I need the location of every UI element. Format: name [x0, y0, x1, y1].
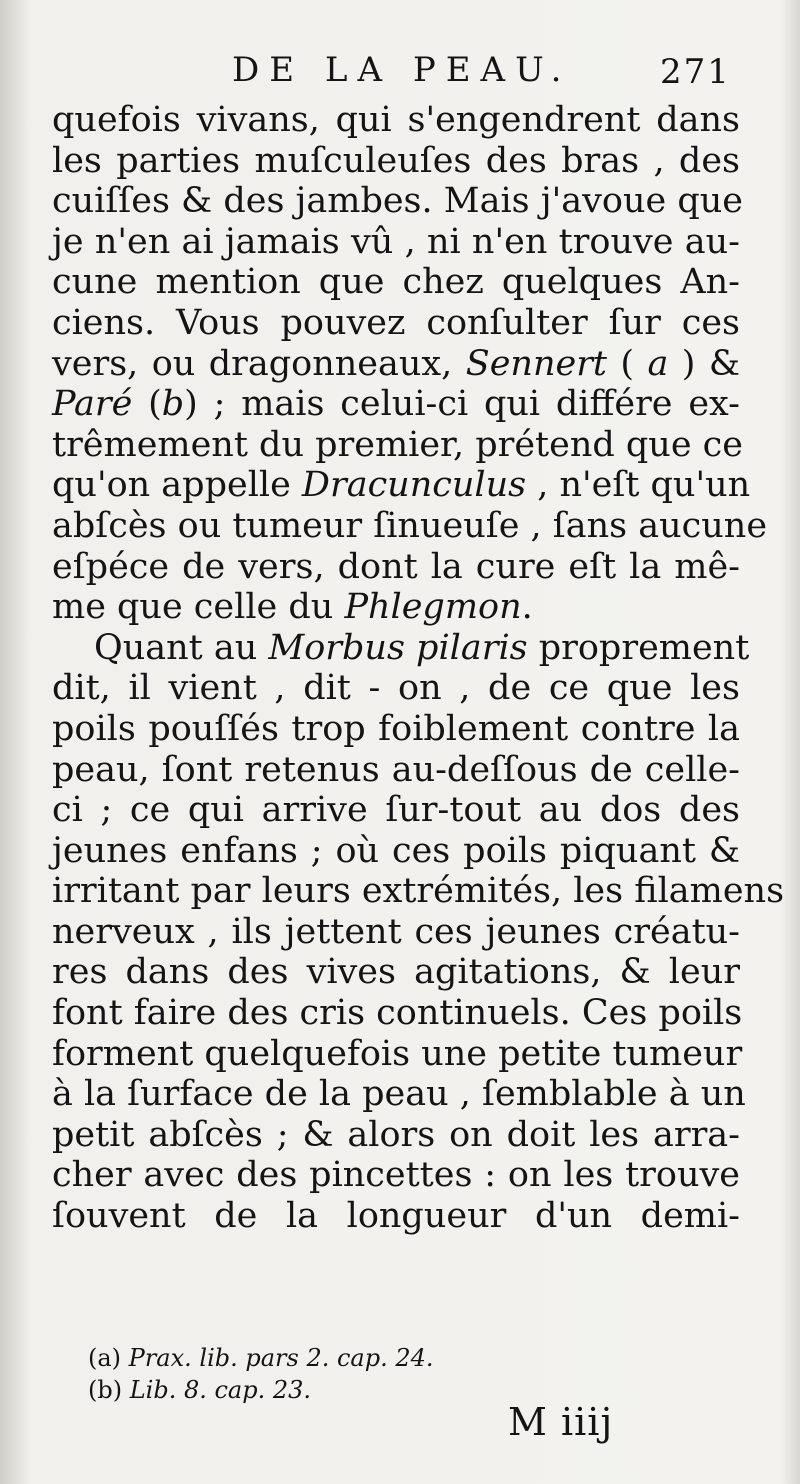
text-run: cher avec des pincettes : on les trouve [52, 1155, 740, 1196]
text-run: cune mention que chez quelques An- [52, 262, 740, 303]
text-run: les parties muſculeuſes des bras , des [52, 140, 740, 181]
text-line [52, 465, 751, 506]
text-run: nerveux , ils jettent ces jeunes créatu- [52, 911, 740, 952]
text-run: peau, ſont retenus au-deſſous de celle- [52, 749, 740, 790]
text-line [52, 993, 743, 1034]
text-run: ſouvent de la longueur d'un demi- [52, 1196, 740, 1237]
text-run: me que celle du [52, 587, 345, 628]
text-run: petit abſcès ; & alors on doit les arra- [52, 1114, 740, 1155]
text-run: , n'eſt qu'un [526, 465, 751, 506]
footnote-mark: (a) [88, 1344, 129, 1372]
text-line [52, 181, 743, 222]
italic-text: Phlegmon [344, 587, 522, 628]
text-line [52, 952, 740, 993]
text-line [52, 790, 740, 831]
text-run: proprement [527, 627, 750, 668]
text-run: forment quelquefois une petite tumeur [52, 1033, 743, 1074]
text-run: ci ; ce qui arrive ſur-tout au dos des [52, 790, 740, 831]
text-run: quefois vivans, qui s'engendrent dans [52, 100, 740, 140]
text-run: irritant par leurs extrémités, les filamens [52, 871, 785, 912]
text-line [52, 141, 740, 182]
text-run: qu'on appelle [52, 465, 302, 506]
text-run: font faire des cris continuels. Ces poils [52, 993, 743, 1034]
text-line [52, 344, 740, 385]
text-line [52, 627, 750, 669]
text-run: vers, ou dragonneaux, [52, 343, 466, 384]
text-line [52, 222, 740, 263]
text-run: ) ; mais celui-ci qui différe ex- [184, 384, 740, 425]
footnotes [88, 1342, 738, 1406]
footnote [88, 1342, 738, 1374]
text-run: Quant au [94, 627, 269, 668]
text-line [52, 1115, 740, 1156]
text-run: res dans des vives agitations, & leur [52, 952, 740, 993]
text-line [52, 303, 740, 344]
page-number: 271 [660, 52, 731, 92]
italic-text: a [647, 343, 669, 384]
text-run: je n'en ai jamais vû , ni n'en trouve au- [52, 221, 740, 262]
italic-text: b [161, 384, 185, 425]
footnote [88, 1374, 738, 1406]
text-line [52, 505, 768, 547]
text-line [52, 1033, 743, 1075]
footnote-mark: (b) [88, 1376, 130, 1404]
text-line [52, 547, 740, 588]
text-line [52, 587, 740, 628]
footnote-text: Lib. 8. cap. 23. [129, 1376, 312, 1404]
text-run: trêmement du premier, prétend que ce [52, 424, 743, 465]
text-run: eſpéce de vers, dont la cure eſt la mê- [52, 546, 740, 587]
running-head: DE LA PEAU. [232, 50, 572, 90]
body-text [52, 100, 785, 1237]
text-line [52, 668, 740, 709]
page-header [0, 50, 800, 100]
text-line [52, 709, 740, 750]
text-run: ( [132, 384, 162, 425]
signature-mark: M iiij [508, 1400, 614, 1444]
text-run: poils pouſſés trop foiblement contre la [52, 708, 740, 749]
text-run: jeunes enfans ; où ces poils piquant & [52, 830, 740, 871]
text-line [52, 262, 740, 303]
text-run: à la ſurface de la peau , ſemblable à un [52, 1074, 746, 1115]
text-run: ( [607, 343, 648, 384]
text-line [52, 1074, 746, 1115]
text-run: abſcès ou tumeur ſinueuſe , ſans aucune [52, 505, 768, 546]
text-line [52, 750, 740, 791]
footnote-text: Prax. lib. pars 2. cap. 24. [128, 1344, 434, 1372]
text-line [52, 384, 740, 425]
text-run: ciens. Vous pouvez conſulter ſur ces [52, 302, 740, 343]
text-line [52, 1155, 740, 1196]
text-run: dit, il vient , dit - on , de ce que les [52, 668, 740, 709]
text-line [52, 424, 743, 466]
italic-text: Dracunculus [301, 465, 527, 506]
italic-text: Morbus pilaris [268, 627, 528, 668]
text-run: ) & [668, 343, 741, 384]
text-line [52, 1196, 740, 1237]
italic-text: Sennert [465, 343, 608, 384]
italic-text: Paré [52, 384, 133, 425]
text-line [52, 871, 785, 912]
text-line [52, 912, 740, 953]
text-line [52, 100, 740, 141]
text-run: cuiſſes & des jambes. Mais j'avoue que [52, 181, 743, 222]
text-run: . [521, 587, 533, 628]
text-line [52, 831, 740, 872]
